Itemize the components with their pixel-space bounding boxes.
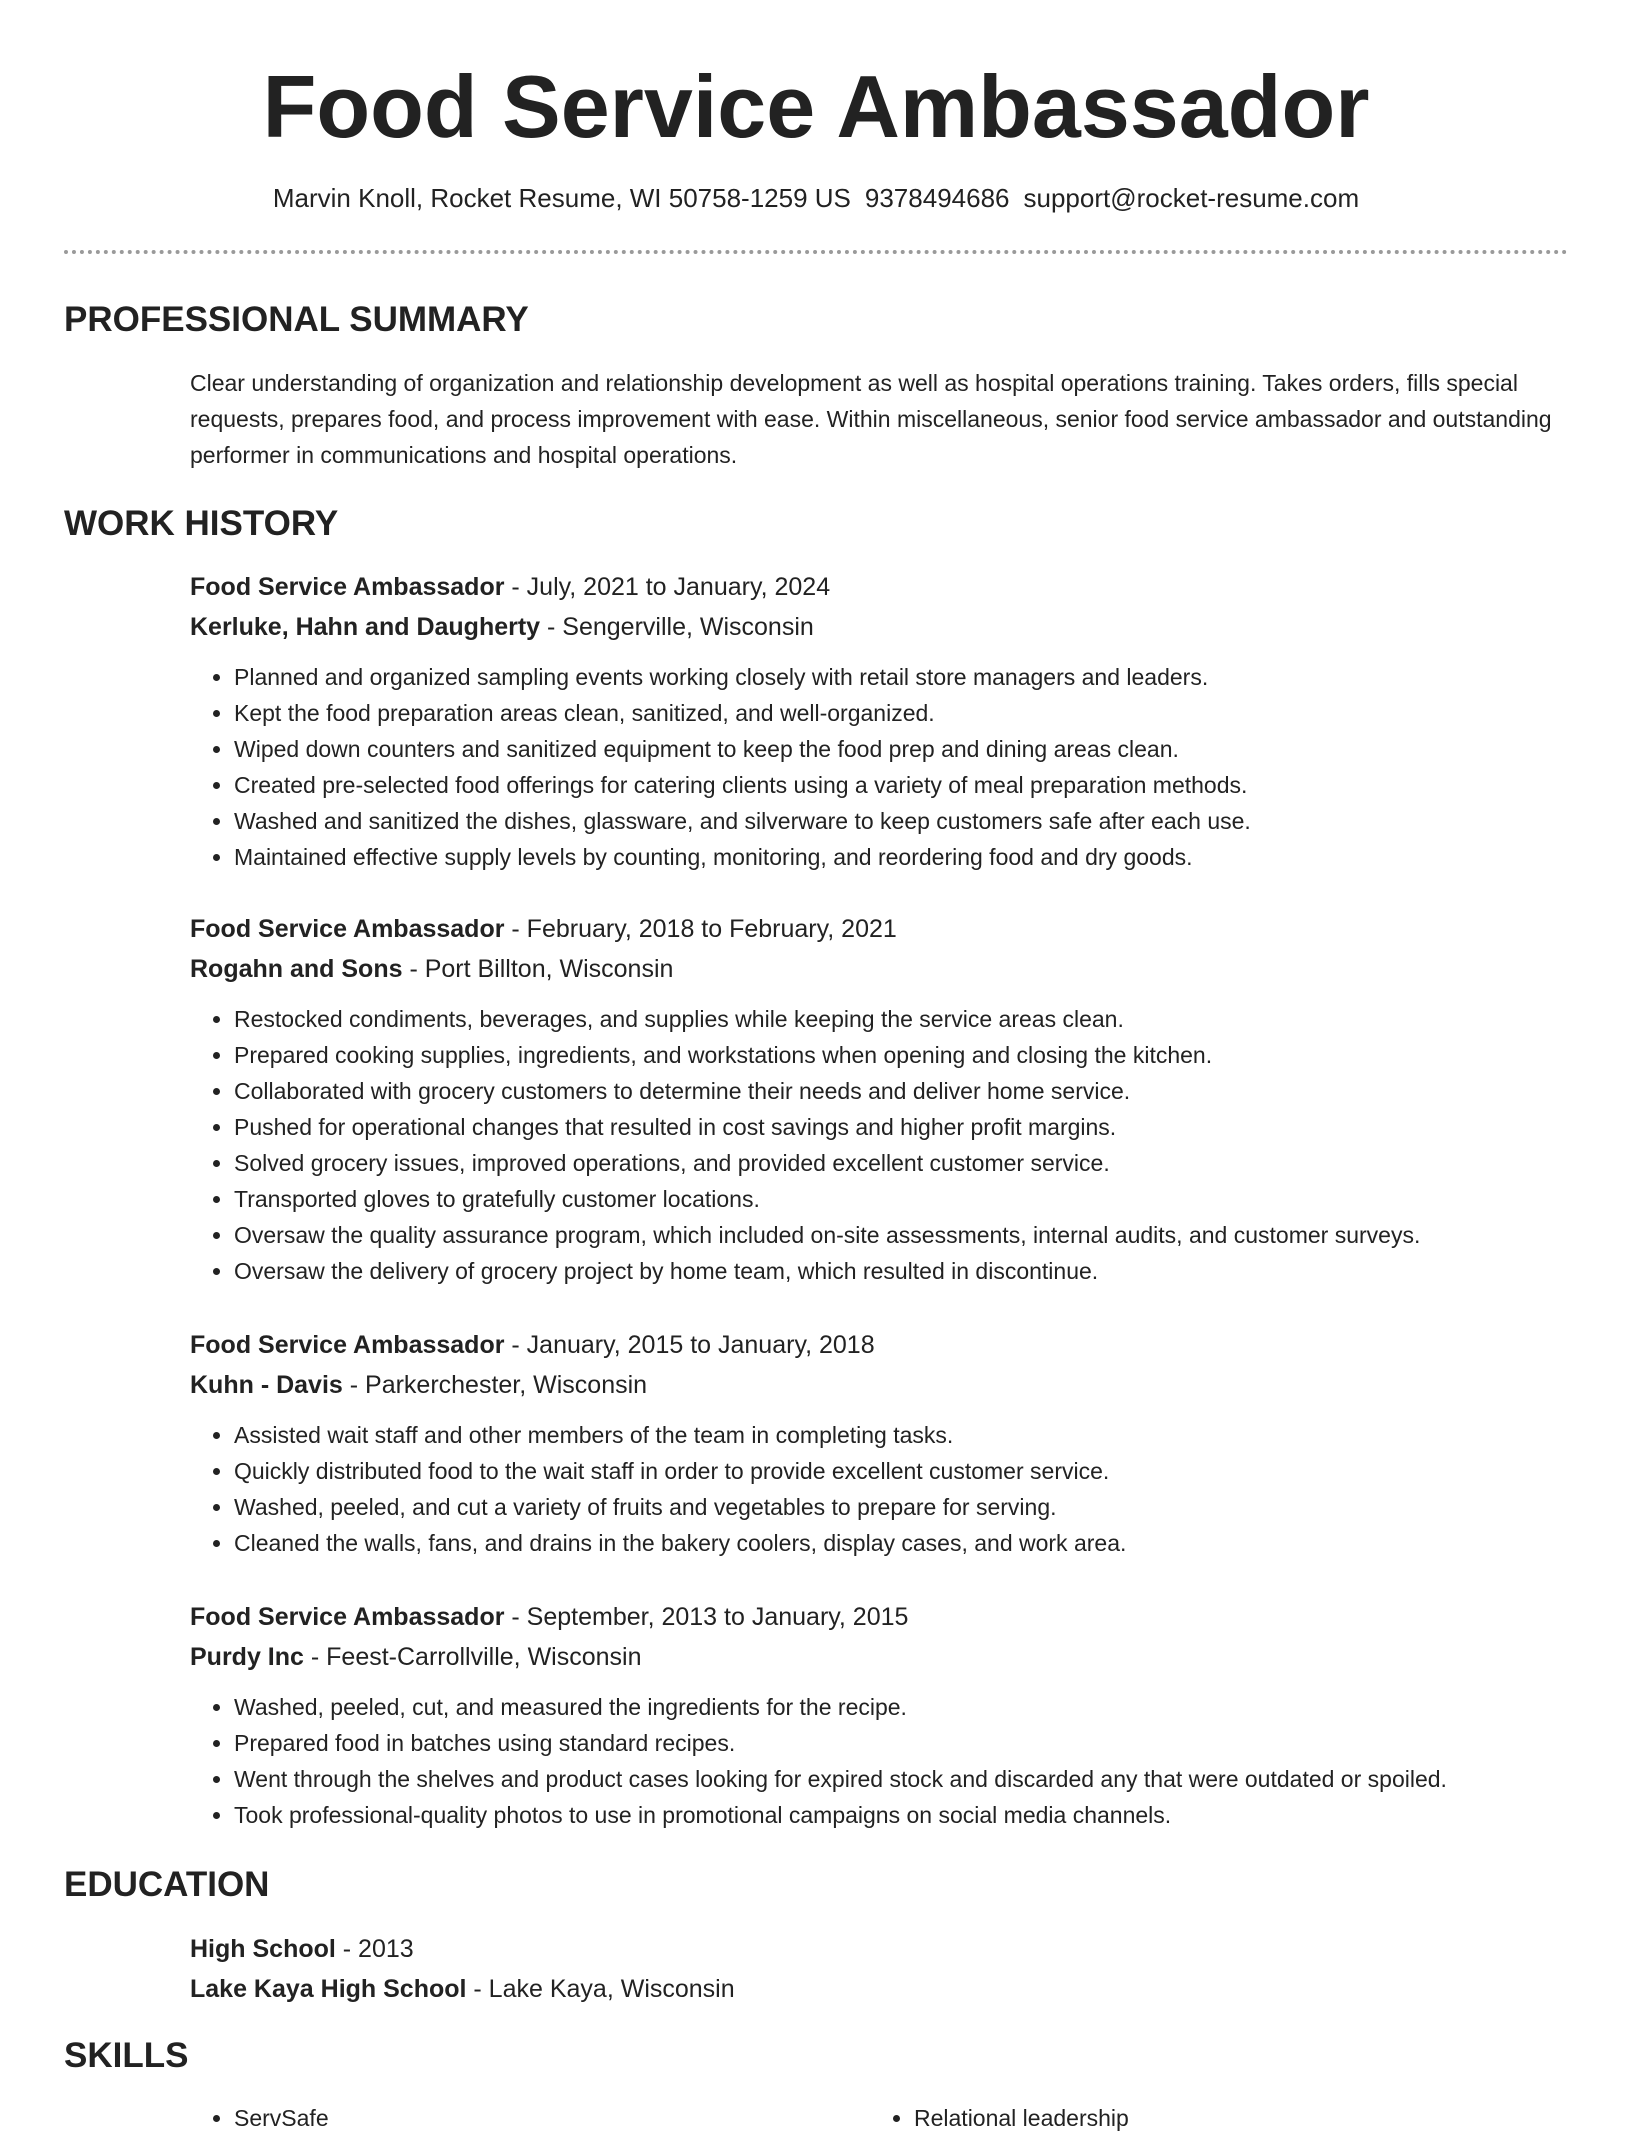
list-item: • Washed and sanitized the dishes, glassware, and silverware to keep customers safe after each use. — [234, 803, 1570, 839]
job-dates: - July, 2021 to January, 2024 — [504, 573, 831, 601]
list-item: • Cleaned the walls, fans, and drains in the bakery coolers, display cases, and work area. — [234, 1525, 1570, 1561]
list-item: • Kept the food preparation areas clean, sanitized, and well-organized. — [234, 695, 1570, 731]
list-item: • Washed, peeled, and cut a variety of fruits and vegetables to prepare for serving. — [234, 1489, 1570, 1525]
skills-list-right — [870, 2100, 1550, 2136]
work-history-heading: WORK HISTORY — [64, 504, 339, 543]
job-company-line — [190, 1637, 1570, 1677]
list-item: • Restocked condiments, beverages, and supplies while keeping the service areas clean. — [234, 1001, 1570, 1037]
job-location: - Feest-Carrollville, Wisconsin — [303, 1643, 642, 1671]
header-divider — [64, 250, 1568, 254]
job-bullets — [190, 1689, 1570, 1833]
list-item: • Washed, peeled, cut, and measured the ingredients for the recipe. — [234, 1689, 1570, 1725]
job-title-line — [190, 909, 1570, 949]
job-entry — [190, 909, 1570, 1289]
contact-address: Marvin Knoll, Rocket Resume, WI 50758-1259 US — [272, 183, 851, 213]
job-entry — [190, 1597, 1570, 1833]
education-degree-line — [190, 1929, 1570, 1969]
contact-email[interactable]: support@rocket-resume.com — [1023, 183, 1360, 213]
contact-phone: 9378494686 — [864, 183, 1010, 213]
list-item: • Oversaw the delivery of grocery project by home team, which resulted in discontinue. — [234, 1253, 1570, 1289]
job-title-line — [190, 1597, 1570, 1637]
education-school-line — [190, 1969, 1570, 2009]
education-entry — [190, 1929, 1570, 2009]
job-company-line — [190, 1365, 1570, 1405]
summary-heading: PROFESSIONAL SUMMARY — [64, 300, 529, 339]
job-title: Food Service Ambassador — [190, 915, 505, 943]
skills-heading: SKILLS — [64, 2036, 189, 2075]
job-location: - Port Billton, Wisconsin — [402, 955, 674, 983]
skill-item: • ServSafe — [234, 2100, 870, 2136]
summary-text: Clear understanding of organization and relationship development as well as hospital operations training. Takes orders, fills special requests, prepares food, and process improvement with ease. Within miscellaneous, senior food service ambassador and outstanding performer in communications and hospital operations. — [190, 370, 1552, 468]
list-item: • Quickly distributed food to the wait staff in order to provide excellent customer service. — [234, 1453, 1570, 1489]
job-entry — [190, 1325, 1570, 1561]
job-bullets — [190, 1417, 1570, 1561]
job-title-line — [190, 567, 1570, 607]
list-item: • Transported gloves to gratefully customer locations. — [234, 1181, 1570, 1217]
job-location: - Parkerchester, Wisconsin — [342, 1371, 648, 1399]
job-company: Kuhn - Davis — [190, 1371, 343, 1399]
education-location: - Lake Kaya, Wisconsin — [466, 1975, 735, 2003]
list-item: • Maintained effective supply levels by counting, monitoring, and reordering food and dry goods. — [234, 839, 1570, 875]
list-item: • Took professional-quality photos to use in promotional campaigns on social media channels. — [234, 1797, 1570, 1833]
job-dates: - February, 2018 to February, 2021 — [504, 915, 897, 943]
job-company-line — [190, 607, 1570, 647]
job-entry — [190, 567, 1570, 875]
job-bullets — [190, 1001, 1570, 1289]
job-bullets — [190, 659, 1570, 875]
list-item: • Created pre-selected food offerings for catering clients using a variety of meal preparation methods. — [234, 767, 1570, 803]
skills-column-right — [870, 2100, 1550, 2136]
job-title: Food Service Ambassador — [190, 1331, 505, 1359]
skills-list-left — [190, 2100, 870, 2136]
skills-column-left — [190, 2100, 870, 2136]
list-item: • Oversaw the quality assurance program, which included on-site assessments, internal audits, and customer surveys. — [234, 1217, 1570, 1253]
job-title-line — [190, 1325, 1570, 1365]
contact-line — [64, 180, 1568, 216]
job-company-line — [190, 949, 1570, 989]
job-dates: - September, 2013 to January, 2015 — [504, 1603, 909, 1631]
job-company: Purdy Inc — [190, 1643, 304, 1671]
job-location: - Sengerville, Wisconsin — [540, 613, 814, 641]
job-dates: - January, 2015 to January, 2018 — [504, 1331, 875, 1359]
list-item: • Solved grocery issues, improved operations, and provided excellent customer service. — [234, 1145, 1570, 1181]
education-school: Lake Kaya High School — [190, 1975, 467, 2003]
job-company: Kerluke, Hahn and Daugherty — [190, 613, 541, 641]
job-title: Food Service Ambassador — [190, 573, 505, 601]
list-item: • Pushed for operational changes that resulted in cost savings and higher profit margins. — [234, 1109, 1570, 1145]
list-item: • Prepared cooking supplies, ingredients, and workstations when opening and closing the kitchen. — [234, 1037, 1570, 1073]
education-year: - 2013 — [335, 1935, 414, 1963]
list-item: • Prepared food in batches using standard recipes. — [234, 1725, 1570, 1761]
skill-item: • Relational leadership — [914, 2100, 1550, 2136]
education-degree: High School — [190, 1935, 336, 1963]
list-item: • Went through the shelves and product cases looking for expired stock and discarded any that were outdated or spoiled. — [234, 1761, 1570, 1797]
education-heading: EDUCATION — [64, 1865, 270, 1904]
list-item: • Planned and organized sampling events working closely with retail store managers and leaders. — [234, 659, 1570, 695]
resume-title: Food Service Ambassador — [262, 57, 1370, 156]
list-item: • Wiped down counters and sanitized equipment to keep the food prep and dining areas clean. — [234, 731, 1570, 767]
list-item: • Collaborated with grocery customers to determine their needs and deliver home service. — [234, 1073, 1570, 1109]
job-company: Rogahn and Sons — [190, 955, 403, 983]
job-title: Food Service Ambassador — [190, 1603, 505, 1631]
list-item: • Assisted wait staff and other members of the team in completing tasks. — [234, 1417, 1570, 1453]
